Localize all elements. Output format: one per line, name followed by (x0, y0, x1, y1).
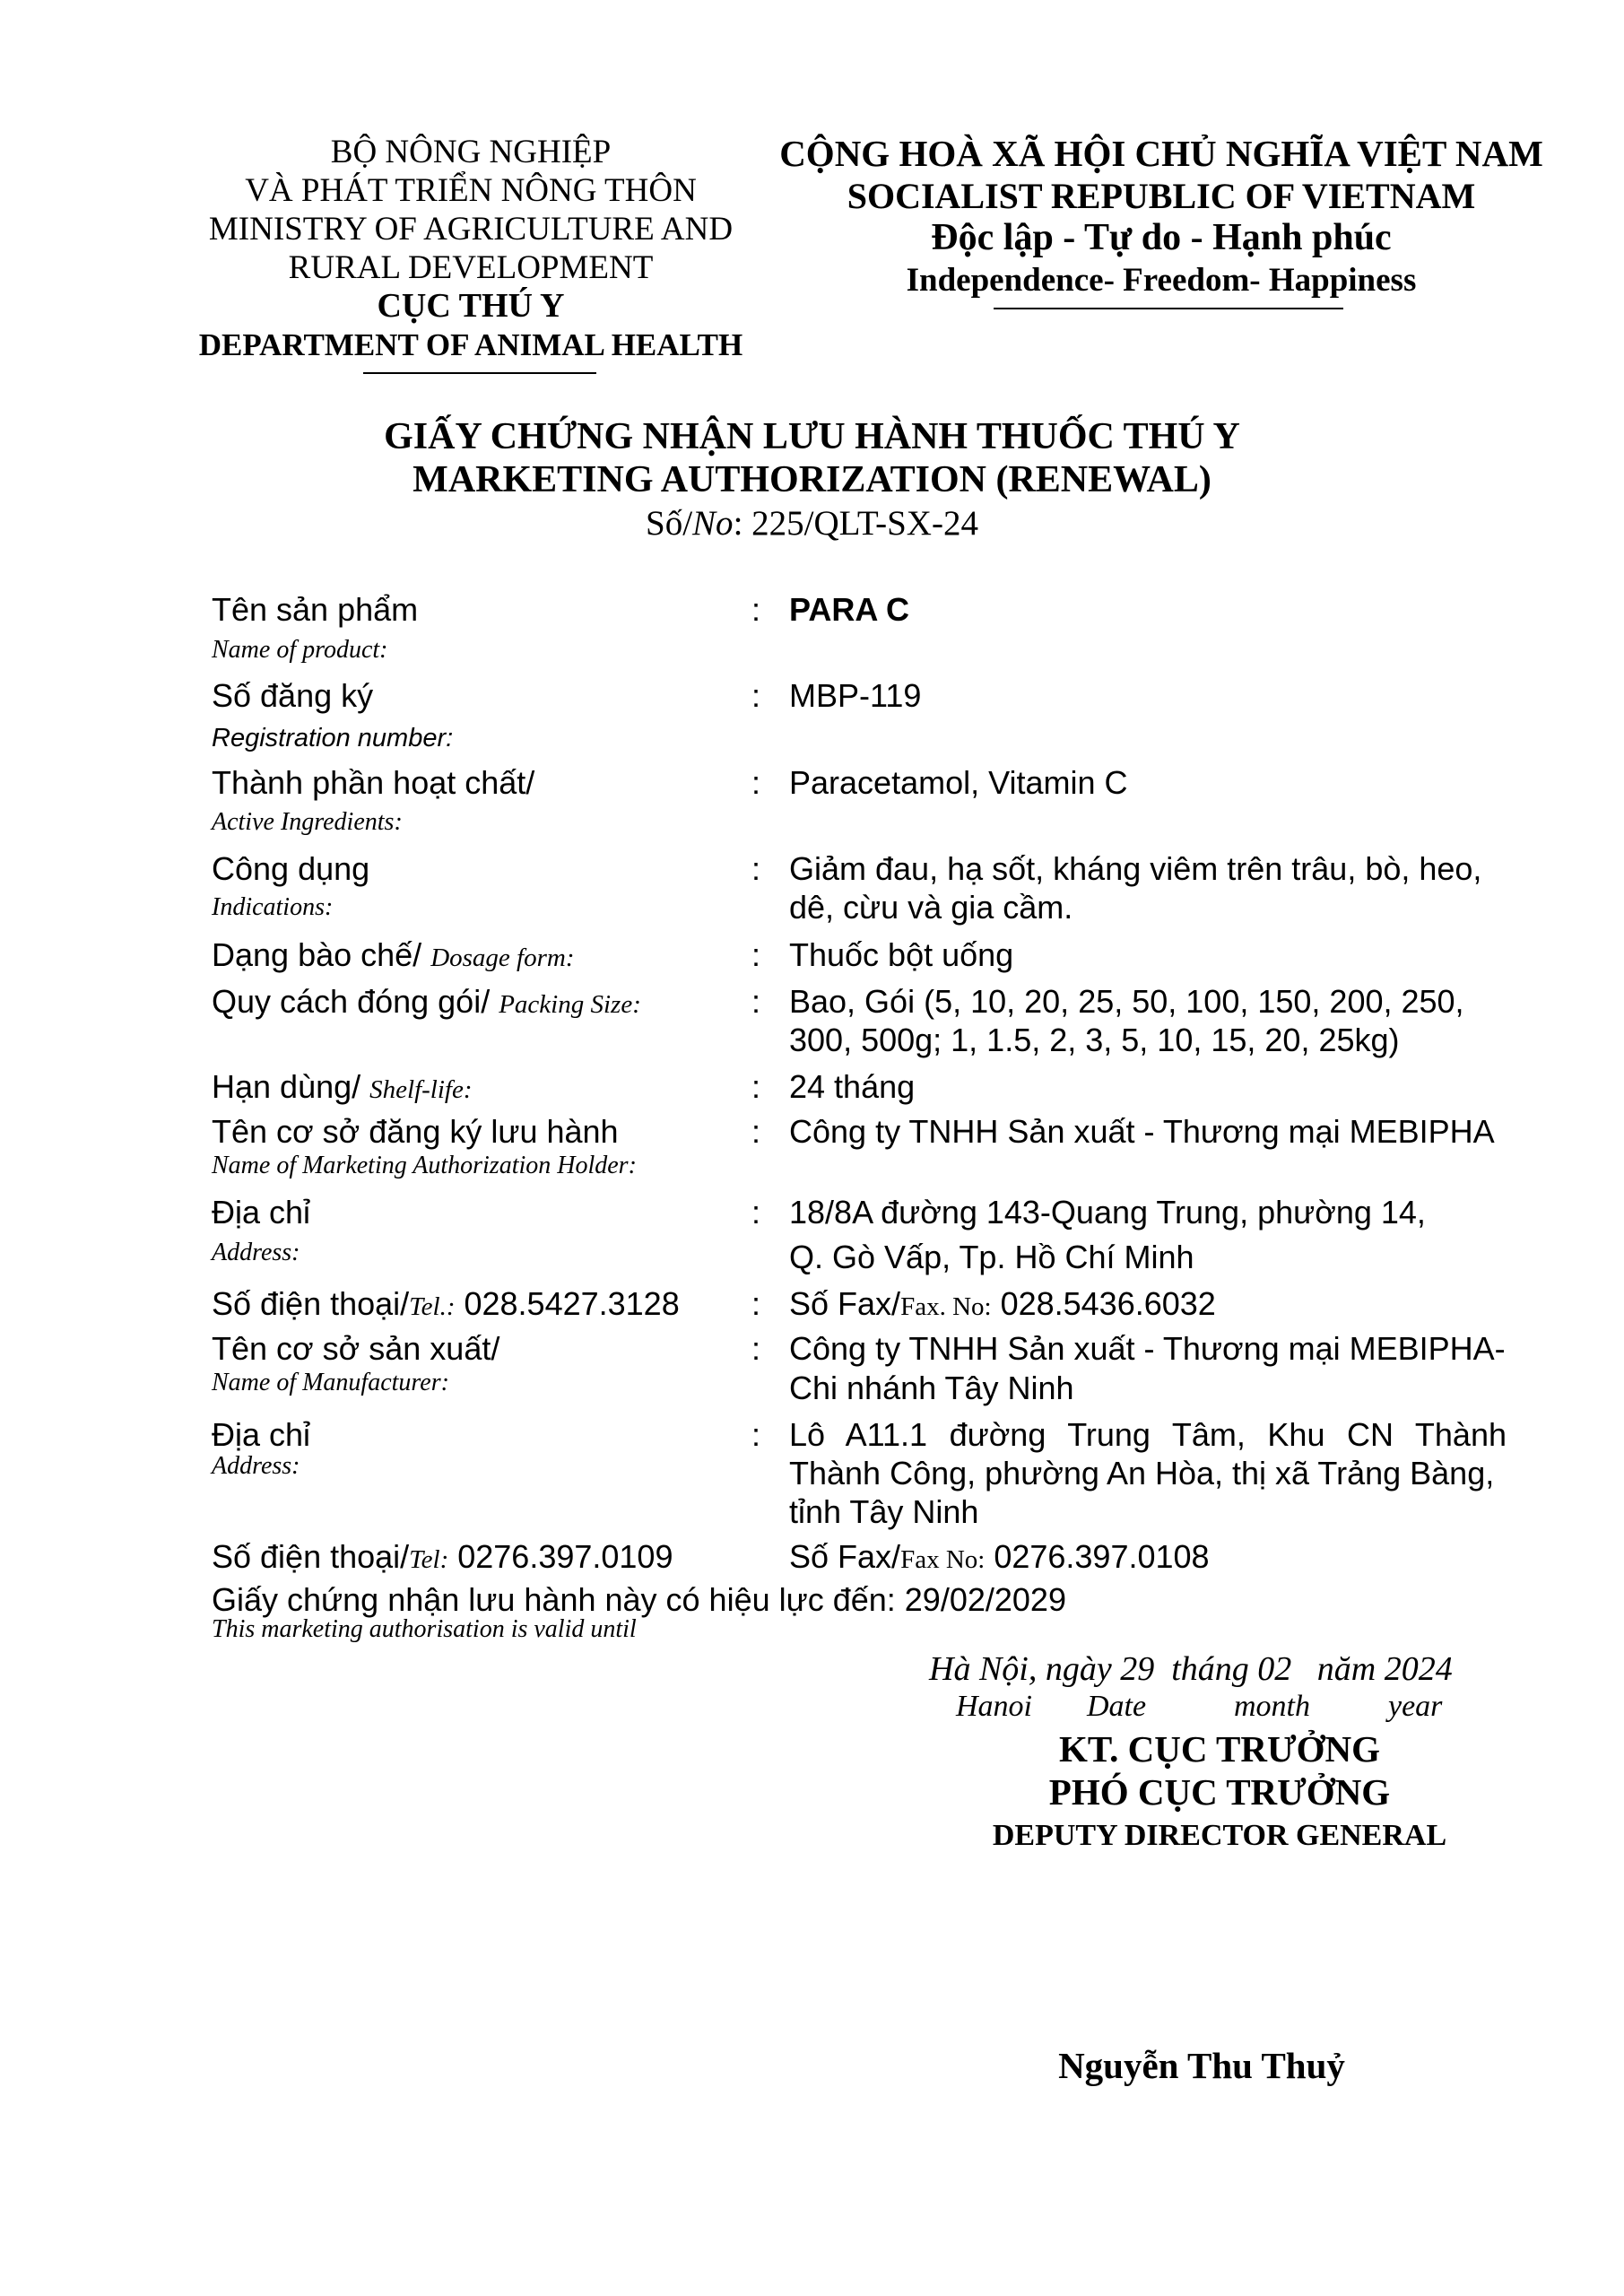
registration-label-en: Registration number: (212, 724, 454, 752)
packing-label (212, 982, 641, 1024)
holder-value: Công ty TNHH Sản xuất - Thương mại MEBIPHA (789, 1113, 1495, 1150)
manufacturer-fax-label-vi: Số Fax/ (789, 1538, 901, 1575)
certificate-number-label-en: No (692, 504, 734, 543)
issuing-authority-header (161, 133, 780, 364)
header-left-underline (363, 372, 596, 374)
issue-date-en-place: Hanoi (956, 1690, 1032, 1723)
product-value: PARA C (789, 591, 909, 628)
colon: : (751, 1068, 761, 1105)
ministry-name-vi-1: BỘ NÔNG NGHIỆP (330, 134, 612, 170)
manufacturer-label-en: Name of Manufacturer: (212, 1369, 449, 1396)
manufacturer-address-label-en: Address: (212, 1452, 300, 1480)
colon: : (751, 850, 761, 887)
certificate-title-en: MARKETING AUTHORIZATION (RENEWAL) (413, 459, 1211, 500)
ministry-name-vi-2: VÀ PHÁT TRIỂN NÔNG THÔN (245, 172, 697, 209)
product-label-vi: Tên sản phẩm (212, 591, 419, 628)
header-right-underline (994, 308, 1343, 309)
manufacturer-value-line1: Công ty TNHH Sản xuất - Thương mại MEBIPHA- (789, 1330, 1506, 1367)
signer-name: Nguyễn Thu Thuỷ (1058, 2045, 1345, 2086)
national-motto-header (771, 133, 1551, 301)
indications-value-line1: Giảm đau, hạ sốt, kháng viêm trên trâu, bò, heo, (789, 850, 1482, 887)
holder-fax-value: 028.5436.6032 (991, 1285, 1216, 1322)
signer-role-1: KT. CỤC TRƯỞNG (1058, 1728, 1380, 1770)
colon: : (751, 1416, 761, 1453)
signer-role-en: DEPUTY DIRECTOR GENERAL (992, 1819, 1447, 1852)
registration-label-vi: Số đăng ký (212, 677, 374, 714)
manufacturer-address-line1: Lô A11.1 đường Trung Tâm, Khu CN Thành (789, 1416, 1507, 1453)
packing-label-en: Packing Size: (499, 990, 641, 1019)
department-name-vi: CỤC THÚ Y (377, 287, 565, 325)
shelf-value: 24 tháng (789, 1068, 916, 1105)
manufacturer-fax-label-en: Fax No: (900, 1545, 986, 1574)
issue-date-en-month: month (1234, 1690, 1310, 1723)
motto-vi: Độc lập - Tự do - Hạnh phúc (931, 217, 1392, 258)
colon: : (751, 1330, 761, 1367)
certificate-title-vi: GIẤY CHỨNG NHẬN LƯU HÀNH THUỐC THÚ Y (384, 416, 1240, 457)
manufacturer-value-line2: Chi nhánh Tây Ninh (789, 1370, 1074, 1406)
issue-date-en-day: Date (1087, 1690, 1147, 1723)
dosage-label (212, 935, 575, 978)
manufacturer-address-line2: Thành Công, phường An Hòa, thị xã Trảng Bàng, (789, 1455, 1495, 1492)
colon: : (751, 1113, 761, 1150)
department-name-en: DEPARTMENT OF ANIMAL HEALTH (198, 327, 743, 362)
colon: : (751, 764, 761, 801)
holder-fax-label-vi: Số Fax/ (789, 1285, 901, 1322)
manufacturer-label-vi: Tên cơ sở sản xuất/ (212, 1330, 500, 1367)
packing-value-line1: Bao, Gói (5, 10, 20, 25, 50, 100, 150, 200, 250, (789, 983, 1464, 1020)
shelf-label-vi: Hạn dùng/ (212, 1068, 361, 1105)
manufacturer-fax-value: 0276.397.0108 (985, 1538, 1210, 1575)
shelf-label (212, 1067, 473, 1109)
indications-value-line2: dê, cừu và gia cầm. (789, 889, 1073, 926)
motto-en: Independence- Freedom- Happiness (906, 262, 1417, 299)
packing-value-line2: 300, 500g; 1, 1.5, 2, 3, 5, 10, 15, 20, 25kg) (789, 1022, 1400, 1058)
manufacturer-phone-label-en: Tel: (409, 1545, 449, 1574)
holder-phone-label-en: Tel.: (409, 1292, 456, 1321)
republic-name-vi: CỘNG HOÀ XÃ HỘI CHỦ NGHĨA VIỆT NAM (779, 133, 1543, 174)
holder-fax-label-en: Fax. No: (900, 1292, 992, 1321)
holder-address-line2: Q. Gò Vấp, Tp. Hồ Chí Minh (789, 1239, 1194, 1275)
holder-fax (789, 1284, 1216, 1326)
certificate-number-label: Số/ (646, 504, 693, 543)
issue-date-en-year: year (1388, 1690, 1443, 1723)
colon: : (751, 677, 761, 714)
certificate-number-value: : 225/QLT-SX-24 (733, 504, 978, 543)
manufacturer-address-label-vi: Địa chỉ (212, 1416, 311, 1453)
indications-label-vi: Công dụng (212, 850, 370, 887)
manufacturer-address-line3: tỉnh Tây Ninh (789, 1493, 979, 1530)
shelf-label-en: Shelf-life: (369, 1075, 473, 1104)
registration-value: MBP-119 (789, 677, 922, 714)
holder-phone-value: 028.5427.3128 (455, 1285, 680, 1322)
colon: : (751, 591, 761, 628)
ingredients-value: Paracetamol, Vitamin C (789, 764, 1128, 801)
colon: : (751, 936, 761, 973)
manufacturer-phone-label-vi: Số điện thoại/ (212, 1538, 410, 1575)
signer-role-2: PHÓ CỤC TRƯỞNG (1048, 1771, 1391, 1813)
indications-label-en: Indications: (212, 893, 334, 921)
holder-phone-label-vi: Số điện thoại/ (212, 1285, 410, 1322)
colon: : (751, 1285, 761, 1322)
dosage-label-vi: Dạng bào chế/ (212, 936, 422, 973)
product-label-en: Name of product: (212, 636, 388, 664)
dosage-label-en: Dosage form: (430, 944, 575, 972)
ingredients-label-en: Active Ingredients: (212, 808, 403, 836)
holder-address-label-vi: Địa chỉ (212, 1194, 311, 1231)
issue-date-vi: Hà Nội, ngày 29 tháng 02 năm 2024 (929, 1650, 1453, 1688)
ministry-name-en-2: RURAL DEVELOPMENT (288, 249, 654, 286)
packing-label-vi: Quy cách đóng gói/ (212, 983, 491, 1020)
holder-label-en: Name of Marketing Authorization Holder: (212, 1152, 637, 1179)
validity-statement-en: This marketing authorisation is valid until (212, 1615, 637, 1643)
ministry-name-en-1: MINISTRY OF AGRICULTURE AND (208, 211, 734, 248)
colon: : (751, 1194, 761, 1231)
holder-address-label-en: Address: (212, 1239, 300, 1266)
ingredients-label-vi: Thành phần hoạt chất/ (212, 764, 535, 801)
holder-address-line1: 18/8A đường 143-Quang Trung, phường 14, (789, 1194, 1426, 1231)
holder-label-vi: Tên cơ sở đăng ký lưu hành (212, 1113, 619, 1150)
manufacturer-fax (789, 1537, 1210, 1579)
dosage-value: Thuốc bột uống (789, 936, 1014, 973)
certificate-number (0, 502, 1624, 545)
holder-phone (212, 1284, 680, 1326)
validity-statement-vi: Giấy chứng nhận lưu hành này có hiệu lực đến: 29/02/2029 (212, 1581, 1066, 1618)
manufacturer-phone-value: 0276.397.0109 (448, 1538, 673, 1575)
colon: : (751, 983, 761, 1020)
manufacturer-phone (212, 1537, 673, 1579)
republic-name-en: SOCIALIST REPUBLIC OF VIETNAM (847, 176, 1476, 216)
